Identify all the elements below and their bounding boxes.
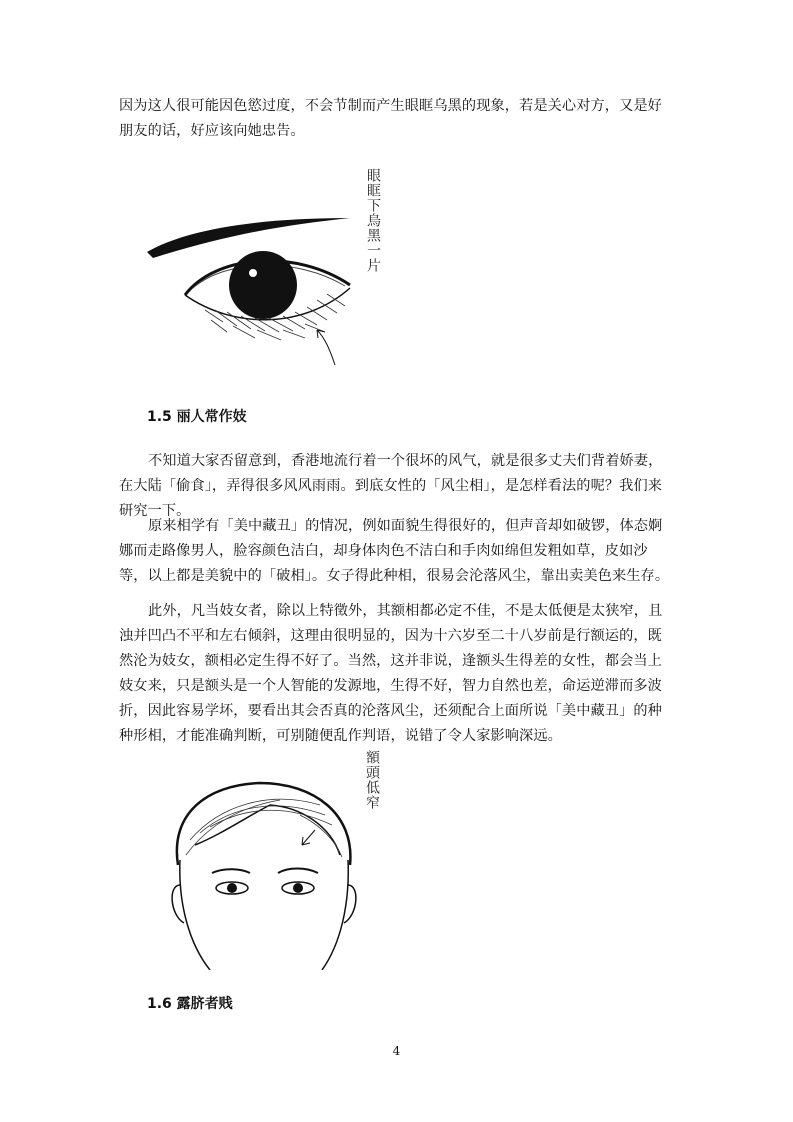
paragraph-2: 原来相学有「美中藏丑」的情况，例如面貌生得很好的，但声音却如破锣，体态婀娜而走路像男人，脸容颜色洁白，却身体肉色不洁白和手肉如绵但发粗如草，皮如沙等，以上都是美貌中的「破相」。女子得此种相，很易会沦落风尘，靠出卖美色来生存。	[119, 518, 670, 584]
paragraph-1: 不知道大家否留意到，香港地流行着一个很坏的风气，就是很多丈夫们背着娇妻，在大陆「偷食」，弄得很多风风雨雨。到底女性的「风尘相」，是怎样看法的呢？我们来研究一下。	[119, 453, 663, 519]
eye-drawing	[145, 160, 355, 370]
eye-illustration	[145, 160, 395, 370]
paragraph-3: 此外，凡当妓女者，除以上特徵外，其额相都必定不佳，不是太低便是太狭窄，且浊并凹凸不平和左右倾斜，这理由很明显的，因为十六岁至二十八岁前是行额运的，既然沦为妓女，额相必定生得不好了。当然，这并非说，逢额头生得差的女性，都会当上妓女来，只是额头是一个人智能的发源地，生得不好，智力自然也差，命运逆滞而多波折，因此容易学坏，要看出其会否真的沦落风尘，还须配合上面所说「美中藏丑」的种种形相，才能准确判断，可别随便乱作判语，说错了令人家影响深远。	[119, 603, 663, 744]
face-drawing	[150, 745, 360, 970]
section-heading-1-6: 1.6 露脐者贱	[147, 996, 233, 1012]
page-number: 4	[392, 1044, 401, 1058]
eye-caption: 眼眶下烏黑一片	[365, 168, 381, 273]
section-heading-1-5: 1.5 丽人常作妓	[147, 409, 247, 425]
paragraph-intro: 因为这人很可能因色慾过度，不会节制而产生眼眶乌黑的现象，若是关心对方，又是好朋友的话，好应该向她忠告。	[119, 98, 662, 139]
face-caption: 額頭低窄	[364, 750, 380, 810]
face-illustration	[150, 745, 390, 970]
